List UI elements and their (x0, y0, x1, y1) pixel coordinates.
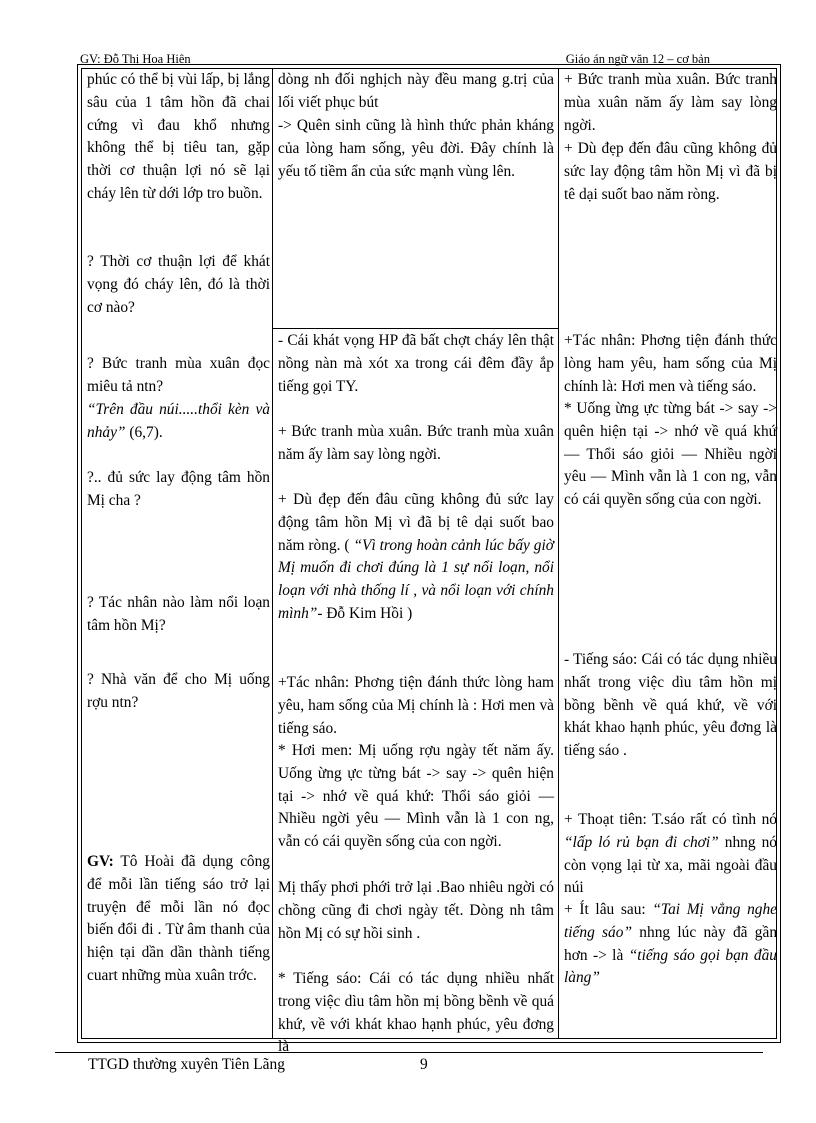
question-block: ? Nhà văn để cho Mị uống rợu ntn? (87, 671, 270, 711)
note-block: + Dù đẹp đến đâu cũng không đủ sức lay động tâm hồn Mị vì đã bị tê dại suốt bao năm ròng. (564, 140, 777, 203)
content-block: dòng nh đối nghịch này đều mang g.trị của lối viết phục bút (278, 71, 554, 111)
note-block: - Tiếng sáo: Cái có tác dụng nhiều nhất trong việc dìu tâm hồn mị bồng bềnh về quá khứ, về với khát khao hạnh phúc, yêu đơng là tiếng sáo . (564, 651, 777, 760)
teacher-label: GV: (87, 853, 114, 870)
question-block: ? Tác nhân nào làm nổi loạn tâm hồn Mị? (87, 594, 270, 634)
note-block: +Tác nhân: Phơng tiện đánh thức lòng ham yêu, ham sống của Mị chính là: Hơi men và tiếng sáo. (564, 332, 777, 395)
header-subject: Giáo án ngữ văn 12 – cơ bản (565, 52, 710, 66)
page-footer (88, 1055, 428, 1075)
question-block: ? Thời cơ thuận lợi để khát vọng đó cháy lên, đó là thời cơ nào? (87, 253, 270, 316)
quote: “lấp ló rủ bạn đi chơi” (564, 833, 719, 851)
page-number: 9 (420, 1056, 428, 1073)
quote: “Trên đầu núi.....thổi kèn và nhảy” (87, 401, 270, 441)
lesson-table (77, 64, 781, 1056)
content-block: + Bức tranh mùa xuân. Bức tranh mùa xuân năm ấy làm say lòng ngời. (278, 423, 554, 463)
note-block: + Ít lâu sau: “Tai Mị vẳng nghe tiếng sáo” nhng lúc này đã gần hơn -> là “tiếng sáo gọi bạn đầu làng” (564, 901, 778, 987)
question-block: ?.. đủ sức lay động tâm hồn Mị cha ? (87, 469, 270, 509)
content-block: * Tiếng sáo: Cái có tác dụng nhiều nhất trong việc dìu tâm hồn mị bồng bềnh về quá khứ, về với khát khao hạnh phúc, yêu đơng là (278, 970, 554, 1056)
footer-school: TTGD thường xuyên Tiên Lãng (88, 1056, 285, 1073)
content-block: Mị thấy phơi phới trở lại .Bao nhiêu ngời có chồng cũng đi chơi ngày tết. Dòng nh tâm hồn Mị có sự hồi sinh . (278, 879, 554, 942)
question-block: ? Bức tranh mùa xuân đọc miêu tả ntn? (87, 355, 270, 395)
teacher-note: GV: Tô Hoài đã dụng công để mỗi lần tiếng sáo trở lại truyện để mỗi lần nó đọc biến đổi đi . Từ âm thanh của hiện tại dần dần thành tiếng cuart những mùa xuân trớc. (87, 853, 270, 984)
content-block: - Cái khát vọng HP đã bất chợt cháy lên thật nồng nàn mà xót xa trong cái đêm đầy ắp tiếng gọi TY. (278, 332, 554, 395)
question-block: “Trên đầu núi.....thổi kèn và nhảy” (6,7). (87, 401, 270, 441)
note-block: + Thoạt tiên: T.sáo rất có tình nó “lấp ló rủ bạn đi chơi” nhng nó còn vọng lại từ xa, mãi ngoài đầu núi (564, 811, 777, 897)
quote: “Tai Mị vẳng nghe tiếng sáo” (564, 901, 777, 941)
content-block: +Tác nhân: Phơng tiện đánh thức lòng ham yêu, ham sống của Mị chính là : Hơi men và tiếng sáo. (278, 674, 554, 737)
header-teacher: GV: Đỗ Thị Hoa Hiên (80, 52, 191, 66)
content-block: * Hơi men: Mị uống rợu ngày tết năm ấy. Uống ừng ực từng bát -> say -> quên hiện tại -> nhớ về quá khứ: Thổi sáo giỏi — Nhiều ngời yêu — Mình vẫn là 1 con ng, vẫn có cái quyền sống của con ngời. (278, 742, 554, 851)
row-divider (272, 328, 558, 329)
quote: “Vì trong hoàn cảnh lúc bấy giờ Mị muốn đi chơi đúng là 1 sự nổi loạn, nổi loạn với nhà thống lí , và nổi loạn với chính mình” (278, 536, 554, 622)
quote: “tiếng sáo gọi bạn đầu làng” (564, 946, 777, 987)
content-block: + Dù đẹp đến đâu cũng không đủ sức lay động tâm hồn Mị vì đã bị tê dại suốt bao năm ròng. ( “Vì trong hoàn cảnh lúc bấy giờ Mị muốn đi chơi đúng là 1 sự nổi loạn, nổi loạn với nhà thống lí , và nổi loạn với chính mình”- Đỗ Kim Hồi ) (278, 491, 554, 622)
note-block: * Uống ừng ực từng bát -> say -> quên hiện tại -> nhớ về quá khứ — Thổi sáo giỏi — Nhiều ngời yêu — Mình vẫn là 1 con ng, vẫn có cái quyền sống của con ngời. (564, 400, 777, 509)
note-block: + Bức tranh mùa xuân. Bức tranh mùa xuân năm ấy làm say lòng ngời. (564, 71, 777, 134)
footer-rule (55, 1052, 763, 1053)
lesson-table-inner (81, 68, 778, 1056)
content-block: -> Quên sinh cũng là hình thức phản kháng của lòng ham sống, yêu đời. Đây chính là yếu tố tiềm ẩn của sức mạnh vùng lên. (278, 117, 554, 180)
question-block: phúc có thể bị vùi lấp, bị lắng sâu của 1 tâm hồn đã chai cứng vì đau khổ nhưng không thể bị tiêu tan, gặp thời cơ thuận lợi nó sẽ lại cháy lên từ dới lớp tro buồn. (87, 71, 270, 202)
